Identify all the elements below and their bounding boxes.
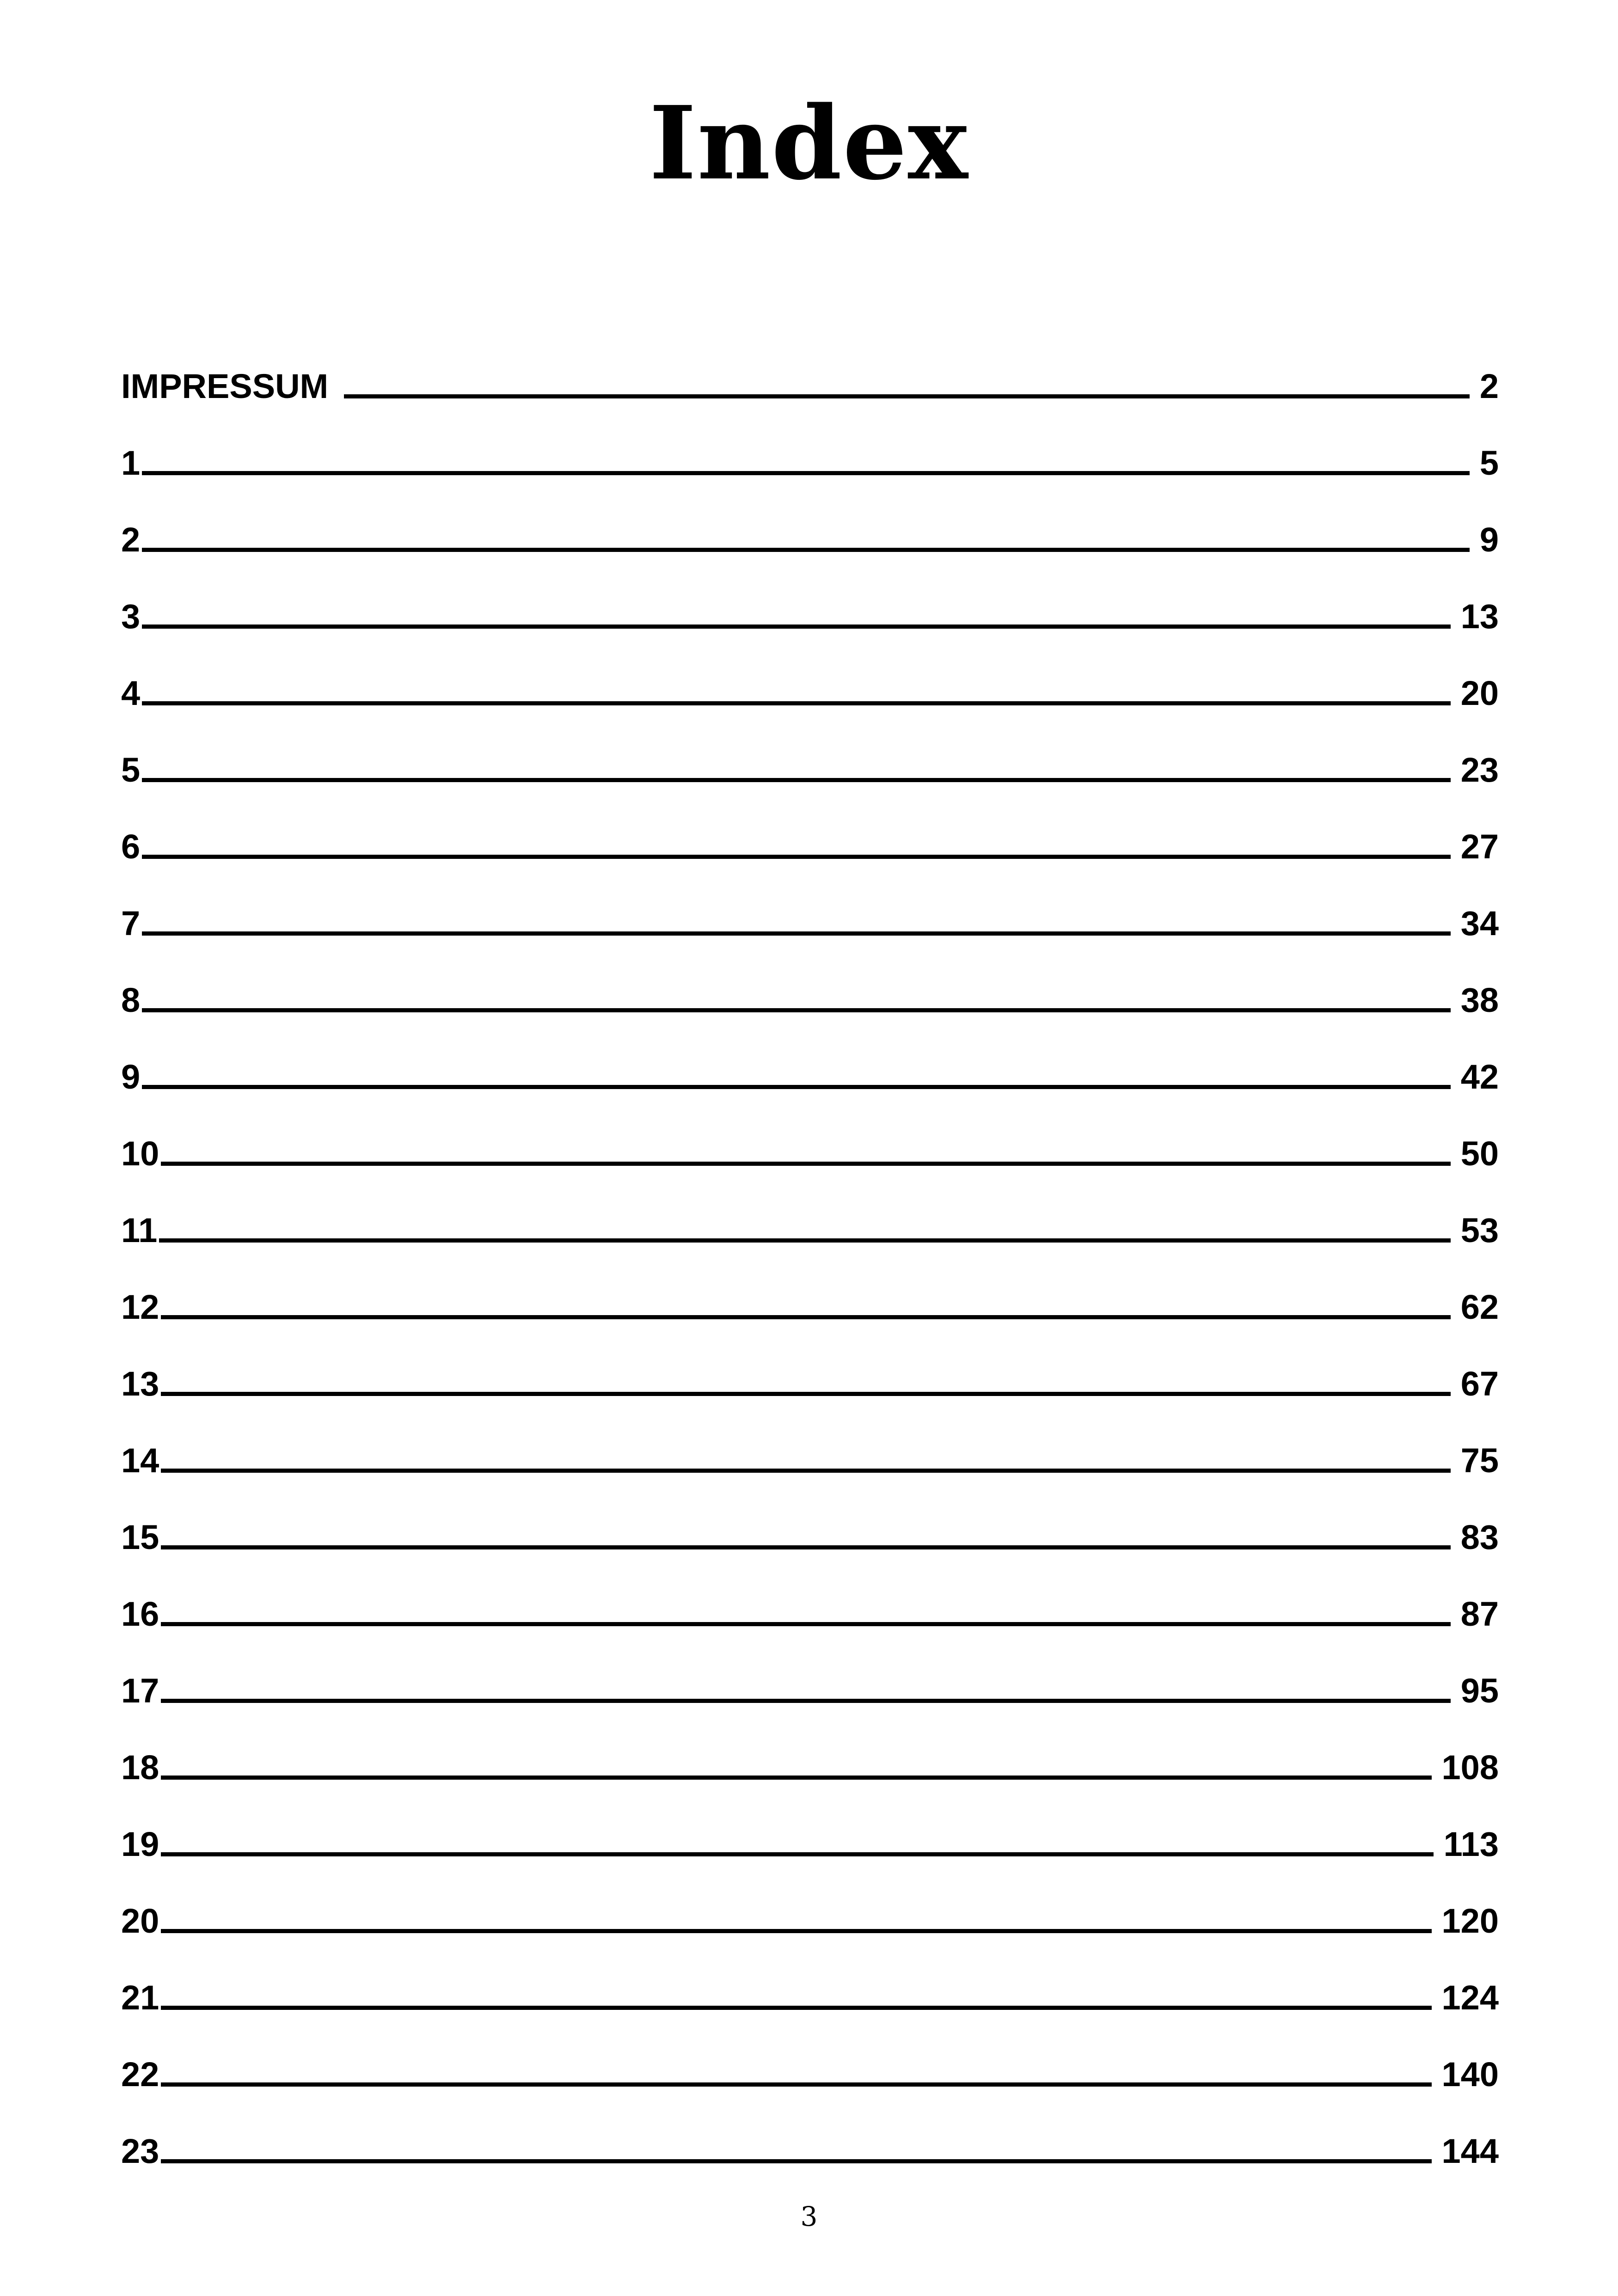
toc-entry-8[interactable] (121, 947, 1499, 1023)
toc-leader-line (161, 1392, 1450, 1396)
toc-leader-line (161, 1315, 1450, 1319)
toc-leader-line (142, 471, 1470, 475)
page-title: Index (649, 84, 969, 202)
toc-entry-label: 11 (121, 1211, 158, 1249)
toc-leader-line (142, 778, 1451, 782)
toc-leader-line (142, 1085, 1451, 1089)
toc-entry-page: 5 (1479, 444, 1499, 482)
toc-entry-page: 83 (1460, 1518, 1499, 1556)
toc-entry-page: 144 (1441, 2132, 1499, 2170)
toc-entry-page: 75 (1460, 1441, 1499, 1480)
toc-entry-1[interactable] (121, 410, 1499, 486)
toc-entry-label: 10 (121, 1134, 159, 1173)
toc-entry-page: 50 (1460, 1134, 1499, 1173)
toc-entry-page: 34 (1460, 904, 1499, 943)
toc-entry-page: 13 (1460, 597, 1499, 636)
toc-entry-page: 95 (1460, 1671, 1499, 1710)
toc-entry-12[interactable] (121, 1254, 1499, 1330)
toc-entry-21[interactable] (121, 1944, 1499, 2021)
toc-leader-line (161, 1469, 1450, 1473)
toc-entry-label: 9 (121, 1058, 141, 1096)
toc-entry-label: 17 (121, 1671, 159, 1710)
toc-entry-page: 120 (1441, 1902, 1499, 1940)
toc-entry-5[interactable] (121, 716, 1499, 793)
toc-leader-line (161, 1699, 1450, 1703)
toc-entry-label: 18 (121, 1748, 159, 1787)
toc-leader-line (142, 701, 1451, 705)
toc-entry-page: 2 (1479, 367, 1499, 405)
toc-entry-22[interactable] (121, 2021, 1499, 2098)
toc-leader-line (161, 1545, 1450, 1549)
toc-entry-label: 2 (121, 520, 141, 559)
toc-entry-label: 7 (121, 904, 141, 943)
toc-entry-impressum[interactable] (121, 333, 1499, 410)
toc-entry-label: 23 (121, 2132, 159, 2170)
toc-entry-label: 8 (121, 981, 141, 1019)
toc-entry-16[interactable] (121, 1561, 1499, 1637)
toc-entry-label: 3 (121, 597, 141, 636)
toc-entry-label: 14 (121, 1441, 159, 1480)
toc-entry-page: 27 (1460, 827, 1499, 866)
toc-leader-line (142, 625, 1451, 629)
toc-entry-page: 62 (1460, 1288, 1499, 1326)
toc-entry-13[interactable] (121, 1330, 1499, 1407)
toc-entry-page: 38 (1460, 981, 1499, 1019)
toc-entry-label: 4 (121, 674, 141, 712)
toc-leader-line (142, 1008, 1451, 1012)
toc-entry-15[interactable] (121, 1484, 1499, 1561)
toc-leader-line (161, 1929, 1431, 1933)
toc-leader-line (142, 931, 1451, 936)
toc-entry-2[interactable] (121, 486, 1499, 563)
toc-entry-11[interactable] (121, 1177, 1499, 1254)
toc-leader-line (161, 2159, 1431, 2163)
toc-entry-17[interactable] (121, 1637, 1499, 1714)
toc-entry-page: 140 (1441, 2055, 1499, 2094)
toc-leader-line (161, 2006, 1431, 2010)
toc-leader-line (159, 1238, 1450, 1243)
toc-entry-19[interactable] (121, 1791, 1499, 1867)
toc-entry-page: 124 (1441, 1978, 1499, 2017)
toc-leader-line (161, 1622, 1450, 1626)
toc-entry-10[interactable] (121, 1100, 1499, 1177)
toc-entry-14[interactable] (121, 1407, 1499, 1484)
toc-leader-line (142, 548, 1470, 552)
toc-leader-line (161, 1776, 1431, 1780)
toc-entry-20[interactable] (121, 1867, 1499, 1944)
toc-entry-6[interactable] (121, 793, 1499, 870)
toc-entry-page: 23 (1460, 751, 1499, 789)
toc-entry-18[interactable] (121, 1714, 1499, 1791)
toc-entry-7[interactable] (121, 870, 1499, 947)
page-number: 3 (800, 2201, 818, 2232)
toc-entry-label: 19 (121, 1825, 159, 1863)
toc-leader-line (161, 2082, 1431, 2087)
toc-entry-label: 15 (121, 1518, 159, 1556)
toc-entry-page: 113 (1443, 1825, 1499, 1863)
toc-entry-label: 12 (121, 1288, 159, 1326)
toc-entry-label: 20 (121, 1902, 159, 1940)
toc-leader-line (142, 855, 1451, 859)
toc-entry-label: 21 (121, 1978, 159, 2017)
toc-entry-4[interactable] (121, 640, 1499, 716)
toc-entry-label: IMPRESSUM (121, 367, 329, 405)
toc-entry-page: 108 (1441, 1748, 1499, 1787)
toc-entry-page: 53 (1460, 1211, 1499, 1249)
toc-entry-page: 42 (1460, 1058, 1499, 1096)
toc-entry-9[interactable] (121, 1023, 1499, 1100)
toc-entry-label: 5 (121, 751, 141, 789)
toc-entry-page: 87 (1460, 1595, 1499, 1633)
toc-entry-page: 67 (1460, 1365, 1499, 1403)
toc-entry-label: 22 (121, 2055, 159, 2094)
toc-entry-page: 9 (1479, 520, 1499, 559)
toc-leader-line (161, 1852, 1433, 1856)
table-of-contents (121, 333, 1499, 2174)
toc-entry-page: 20 (1460, 674, 1499, 712)
toc-entry-label: 6 (121, 827, 141, 866)
toc-leader-line (161, 1162, 1450, 1166)
toc-leader-line (344, 394, 1470, 398)
toc-entry-3[interactable] (121, 563, 1499, 640)
toc-entry-23[interactable] (121, 2098, 1499, 2174)
toc-entry-label: 1 (121, 444, 141, 482)
toc-entry-label: 16 (121, 1595, 159, 1633)
toc-entry-label: 13 (121, 1365, 159, 1403)
